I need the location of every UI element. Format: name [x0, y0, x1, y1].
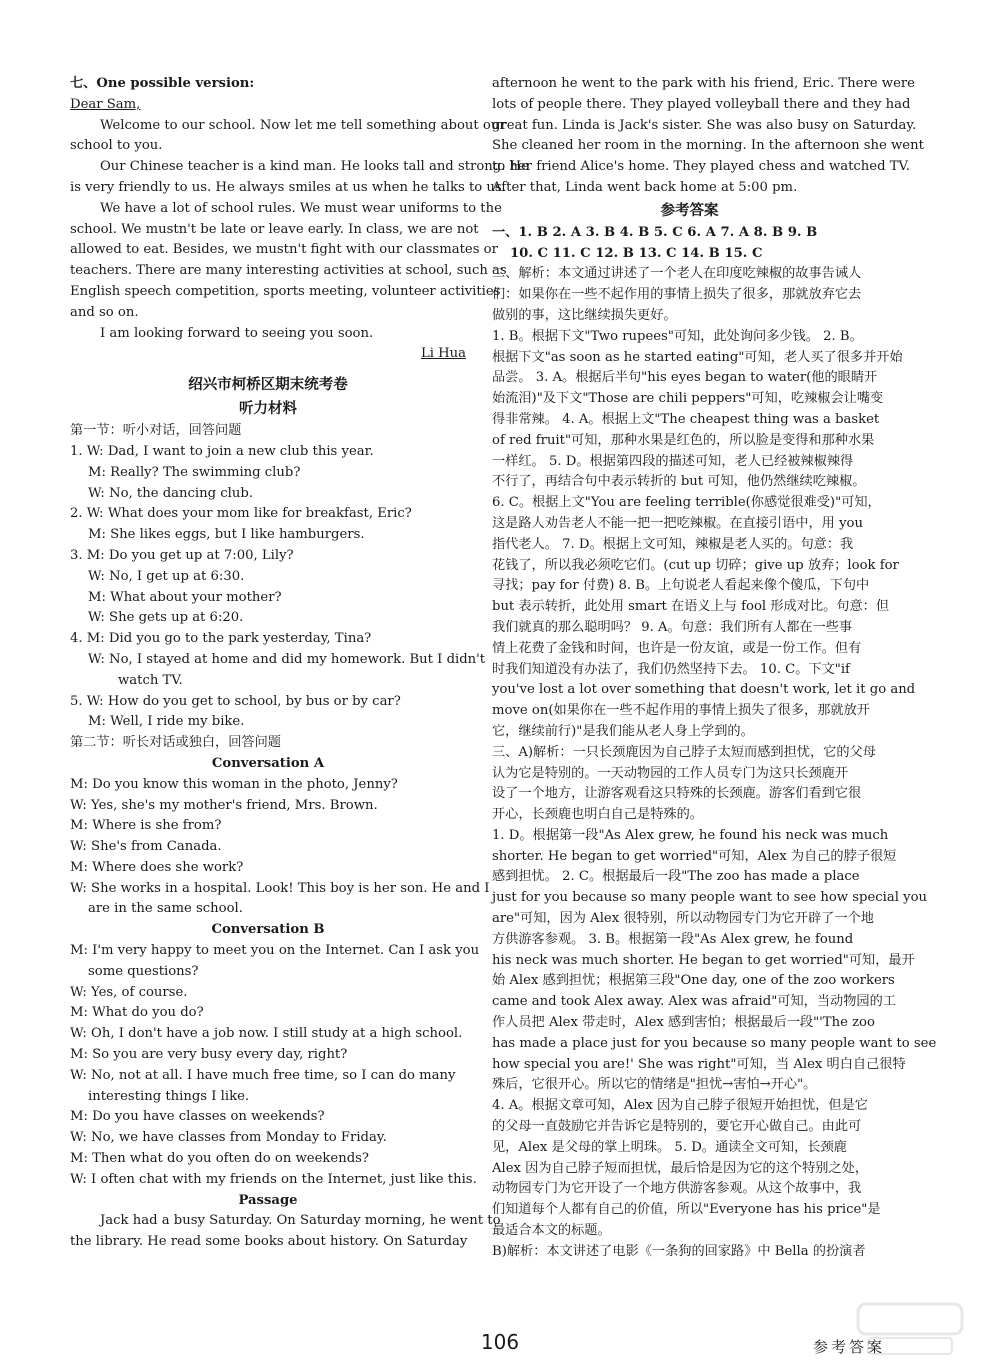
- left-text-line: Conversation A: [211, 755, 325, 771]
- right-text-line: came and took Alex away. Alex was afraid"可知，当动物园的工: [492, 994, 896, 1010]
- right-text-line: 最适合本文的标题。: [492, 1223, 611, 1239]
- left-text-line: 2. W: What does your mom like for breakfast, Eric?: [70, 506, 412, 522]
- left-text-line: M: Where is she from?: [70, 818, 222, 834]
- right-text-line: of red fruit"可知，那种水果是红色的，所以脸是变得和那种水果: [492, 432, 875, 448]
- left-text-line: are in the same school.: [88, 901, 243, 917]
- right-text-line: shorter. He began to get worried"可知，Alex 为自己的脖子很短: [492, 848, 897, 864]
- right-text-line: 二、解析：本文通过讲述了一个老人在印度吃辣椒的故事告诫人: [492, 266, 862, 282]
- left-text-line: W: Yes, she's my mother's friend, Mrs. Brown.: [70, 797, 378, 813]
- right-text-line: 始流泪)"及下文"Those are chili peppers"可知，吃辣椒会让嘴变: [492, 391, 884, 407]
- left-text-line: Passage: [238, 1192, 298, 1208]
- left-text-line: 第二节：听长对话或独白，回答问题: [70, 735, 281, 751]
- left-text-line: We have a lot of school rules. We must wear uniforms to the: [100, 200, 502, 216]
- right-text-line: 我们就真的那么聪明吗？ 9. A。句意：我们所有人都在一些事: [492, 619, 853, 635]
- left-text-line: M: Do you have classes on weekends?: [70, 1109, 325, 1125]
- right-text-line: just for you because so many people want to see how special you: [492, 890, 928, 906]
- right-text-line: 参考答案: [660, 202, 719, 219]
- left-text-line: W: No, I get up at 6:30.: [88, 568, 245, 584]
- right-text-line: move on(如果你在一些不起作用的事情上损失了很多，那就放开: [492, 703, 870, 719]
- right-text-line: 指代老人。 7. D。根据上文可知，辣椒是老人买的。句意：我: [492, 536, 854, 552]
- left-text-line: W: No, the dancing club.: [88, 485, 253, 501]
- right-column: [492, 74, 937, 1263]
- right-text-line: 品尝。 3. A。根据后半句"his eyes began to water(他的眼睛开: [492, 370, 878, 386]
- right-text-line: 开心，长颈鹿也明白自己是特殊的。: [492, 807, 703, 823]
- page-number: 106: [480, 1330, 520, 1354]
- right-text-line: has made a place just for you because so many people want to see: [492, 1035, 937, 1051]
- right-text-line: 们：如果你在一些不起作用的事情上损失了很多，那就放弃它去: [492, 287, 862, 303]
- right-text-line: 寻找；pay for 付费) 8. B。上句说老人看起来像个傻瓜，下句中: [492, 578, 870, 594]
- right-text-line: 一、1. B 2. A 3. B 4. B 5. C 6. A 7. A 8. B 9. B: [492, 224, 818, 240]
- left-text-line: school to you.: [70, 138, 163, 154]
- right-text-line: but 表示转折，此处用 smart 在语义上与 fool 形成对比。句意：但: [492, 599, 890, 615]
- left-text-line: and so on.: [70, 304, 139, 320]
- left-text-line: Li Hua: [420, 346, 466, 362]
- right-text-line: 它，继续前行)"是我们能从老人身上学到的。: [492, 723, 754, 739]
- left-text-line: watch TV.: [118, 672, 183, 688]
- right-text-line: 设了一个地方，让游客观看这只特殊的长颈鹿。游客们看到它很: [492, 786, 862, 802]
- left-text-line: English speech competition, sports meeting, volunteer activities: [70, 283, 501, 299]
- right-text-line: 认为它是特别的。一天动物园的工作人员专门为这只长颈鹿开: [492, 765, 849, 781]
- left-text-line: M: Do you know this woman in the photo, Jenny?: [70, 776, 398, 792]
- left-text-line: W: No, not at all. I have much free time, so I can do many: [70, 1067, 456, 1083]
- left-text-line: 绍兴市柯桥区期末统考卷: [188, 377, 348, 394]
- right-text-line: 4. A。根据文章可知，Alex 因为自己脖子很短开始担忧，但是它: [492, 1098, 868, 1114]
- left-text-line: W: She works in a hospital. Look! This boy is her son. He and I: [70, 880, 490, 896]
- watermark-logo-icon: [850, 1300, 970, 1358]
- left-text-line: 听力材料: [239, 401, 297, 418]
- right-text-line: to her friend Alice's home. They played chess and watched TV.: [492, 159, 910, 175]
- right-text-line: 得非常辣。 4. A。根据上文"The cheapest thing was a basket: [492, 411, 880, 427]
- right-text-line: 作人员把 Alex 带走时，Alex 感到害怕；根据最后一段"'The zoo: [492, 1015, 875, 1031]
- right-text-line: 1. D。根据第一段"As Alex grew, he found his neck was much: [492, 827, 889, 843]
- right-text-line: 一样红。 5. D。根据第四段的描述可知，老人已经被辣椒辣得: [492, 453, 854, 469]
- left-text-line: 七、One possible version:: [70, 76, 255, 91]
- left-text-line: M: What do you do?: [70, 1005, 204, 1021]
- left-text-line: Dear Sam,: [70, 96, 141, 112]
- left-text-line: M: Then what do you often do on weekends?: [70, 1151, 369, 1167]
- right-text-line: 感到担忧。 2. C。根据最后一段"The zoo has made a place: [492, 869, 860, 885]
- right-text-line: B)解析：本文讲述了电影《一条狗的回家路》中 Bella 的扮演者: [492, 1243, 866, 1259]
- left-text-line: 1. W: Dad, I want to join a new club this year.: [70, 443, 374, 459]
- left-text-line: W: She's from Canada.: [70, 839, 222, 855]
- left-text-line: M: I'm very happy to meet you on the Internet. Can I ask you: [70, 943, 480, 959]
- left-text-line: some questions?: [88, 963, 199, 979]
- right-text-line: lots of people there. They played volleyball there and they had: [492, 96, 911, 112]
- left-text-line: M: Well, I ride my bike.: [88, 714, 245, 730]
- right-text-line: After that, Linda went back home at 5:00 pm.: [492, 179, 798, 195]
- left-text-line: interesting things I like.: [88, 1088, 250, 1104]
- right-text-line: 始 Alex 感到担忧；根据第三段"One day, one of the zoo workers: [492, 973, 895, 989]
- footer-label: 参考答案: [812, 1338, 885, 1356]
- right-text-line: how special you are!' She was right"可知，当 Alex 明白自己很特: [492, 1056, 906, 1072]
- right-text-line: his neck was much shorter. He began to get worried"可知，最开: [492, 952, 915, 968]
- left-text-line: teachers. There are many interesting activities at school, such as: [70, 263, 507, 279]
- left-text-line: Jack had a busy Saturday. On Saturday morning, he went to: [100, 1213, 501, 1229]
- right-text-line: 见，Alex 是父母的掌上明珠。 5. D。通读全文可知，长颈鹿: [492, 1139, 847, 1155]
- right-text-line: 殊后，它很开心。所以它的情绪是"担忧→害怕→开心"。: [492, 1077, 817, 1093]
- left-text-line: 4. M: Did you go to the park yesterday, Tina?: [70, 631, 372, 647]
- left-spacer: [70, 365, 466, 373]
- right-text-line: 6. C。根据上文"You are feeling terrible(你感觉很难受)"可知，: [492, 495, 881, 511]
- right-text-line: 三、A)解析：一只长颈鹿因为自己脖子太短而感到担忧，它的父母: [492, 744, 876, 760]
- left-text-line: W: I often chat with my friends on the Internet, just like this.: [70, 1171, 477, 1187]
- left-text-line: 5. W: How do you get to school, by bus or by car?: [70, 693, 401, 709]
- left-text-line: M: Where does she work?: [70, 859, 244, 875]
- right-text-line: 1. B。根据下文"Two rupees"可知，此处询问多少钱。 2. B。: [492, 328, 863, 344]
- left-text-line: W: Oh, I don't have a job now. I still study at a high school.: [70, 1026, 463, 1042]
- right-text-line: great fun. Linda is Jack's sister. She was also busy on Saturday.: [492, 117, 917, 133]
- left-text-line: W: No, we have classes from Monday to Friday.: [70, 1130, 387, 1146]
- right-text-line: 的父母一直鼓励它并告诉它是特别的，要它开心做自己。由此可: [492, 1119, 862, 1135]
- left-text-line: school. We mustn't be late or leave early. In class, we are not: [70, 221, 479, 237]
- right-text-line: 不行了，再结合句中表示转折的 but 可知，他仍然继续吃辣椒。: [492, 474, 866, 490]
- left-text-line: Conversation B: [211, 922, 325, 938]
- left-text-line: M: Really? The swimming club?: [88, 464, 301, 480]
- left-text-line: is very friendly to us. He always smiles at us when he talks to us.: [70, 179, 506, 195]
- left-text-line: 第一节：听小对话，回答问题: [70, 423, 242, 439]
- right-text-line: 根据下文"as soon as he started eating"可知，老人买了很多并开始: [492, 349, 903, 365]
- right-text-line: 情上花费了金钱和时间，也许是一份友谊，或是一份工作。但有: [492, 640, 862, 656]
- left-text-line: the library. He read some books about history. On Saturday: [70, 1234, 468, 1250]
- left-text-line: W: She gets up at 6:20.: [88, 610, 244, 626]
- right-text-line: 动物园专门为它开设了一个地方供游客参观。从这个故事中，我: [492, 1181, 862, 1197]
- right-text-line: 这是路人劝告老人不能一把一把吃辣椒。在直接引语中，用 you: [492, 515, 863, 531]
- left-text-line: Our Chinese teacher is a kind man. He looks tall and strong. He: [100, 159, 529, 175]
- left-text-line: allowed to eat. Besides, we mustn't fight with our classmates or: [70, 242, 498, 258]
- left-text-line: Welcome to our school. Now let me tell something about our: [100, 117, 506, 133]
- right-text-line: 时我们知道没有办法了，我们仍然坚持下去。 10. C。下文"if: [492, 661, 850, 677]
- right-text-line: you've lost a lot over something that doesn't work, let it go and: [492, 682, 916, 698]
- right-text-line: 做别的事，这比继续损失更好。: [492, 307, 677, 323]
- right-text-line: 方供游客参观。 3. B。根据第一段"As Alex grew, he found: [492, 931, 854, 947]
- left-text-line: I am looking forward to seeing you soon.: [100, 325, 374, 341]
- left-text-line: M: She likes eggs, but I like hamburgers.: [88, 527, 365, 543]
- right-text-line: 花钱了，所以我必须吃它们。(cut up 切碎；give up 放弃；look for: [492, 557, 899, 573]
- left-text-line: 3. M: Do you get up at 7:00, Lily?: [70, 547, 294, 563]
- left-text-line: W: No, I stayed at home and did my homework. But I didn't: [88, 651, 486, 667]
- left-text-line: M: What about your mother?: [88, 589, 282, 605]
- left-text-line: W: Yes, of course.: [70, 984, 188, 1000]
- right-text-line: afternoon he went to the park with his friend, Eric. There were: [492, 76, 915, 91]
- right-text-line: She cleaned her room in the morning. In the afternoon she went: [492, 138, 924, 154]
- left-text-line: M: So you are very busy every day, right?: [70, 1047, 348, 1063]
- left-column: [70, 74, 529, 1253]
- right-text-line: 们知道每个人都有自己的价值，所以"Everyone has his price"是: [492, 1202, 881, 1218]
- right-text-line: 10. C 11. C 12. B 13. C 14. B 15. C: [510, 245, 763, 261]
- right-text-line: Alex 因为自己脖子短而担忧，最后恰是因为它的这个特别之处，: [492, 1160, 869, 1176]
- right-text-line: are"可知，因为 Alex 很特别，所以动物园专门为它开辟了一个地: [492, 911, 874, 927]
